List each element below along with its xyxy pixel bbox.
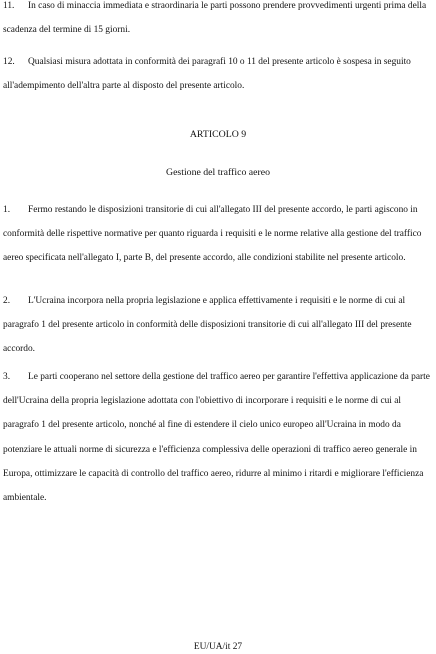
paragraph-12 [3,50,435,98]
paragraph-number: 2. [3,296,11,306]
paragraph-text: Qualsiasi misura adottata in conformità dei paragrafi 10 o 11 del presente articolo è sospesa in seguito all'adempimento dell'altra parte al disposto del presente articolo. [3,57,411,92]
paragraph-number: 12. [3,57,15,67]
paragraph-text: Le parti cooperano nel settore della gestione del traffico aereo per garantire l'effettiva applicazione da parte dell'Ucraina della propria legislazione adottata con l'obiettivo di incorporare i requisiti e le norme di cui al paragrafo 1 del presente articolo, nonché al fine di estendere il cielo unico europeo all'Ucraina in modo da potenziare le attuali norme di sicurezza e l'efficienza complessiva delle operazioni di traffico aereo generale in Europa, ottimizzare le capacità di controllo del traffico aereo, ridurre al minimo i ritardi e migliorare l'efficienza ambientale. [3,372,430,504]
article-paragraph-3 [3,365,435,510]
paragraph-number: 11. [3,1,15,11]
paragraph-11 [3,0,435,42]
paragraph-number: 1. [3,205,11,215]
article-paragraph-1 [3,198,435,271]
paragraph-text: L'Ucraina incorpora nella propria legislazione e applica effettivamente i requisiti e le norme di cui al paragrafo 1 del presente articolo in conformità delle disposizioni transitorie di cui all'allegato III del presente accordo. [3,296,412,355]
article-subtitle: Gestione del traffico aereo [166,167,270,178]
paragraph-text: In caso di minaccia immediata e straordinaria le parti possono prendere provvedimenti urgenti prima della scadenza del termine di 15 giorni. [3,1,427,36]
article-paragraph-2 [3,289,435,362]
article-title: ARTICOLO 9 [189,129,247,140]
paragraph-text: Fermo restando le disposizioni transitorie di cui all'allegato III del presente accordo, le parti agiscono in conformità delle rispettive normative per quanto riguarda i requisiti e le norme relative alla gestione del traffico aereo specificata nell'allegato I, parte B, del presente accordo, alle condizioni stabilite nel presente articolo. [3,205,422,264]
page-footer: EU/UA/it 27 [193,642,243,652]
paragraph-number: 3. [3,372,11,382]
